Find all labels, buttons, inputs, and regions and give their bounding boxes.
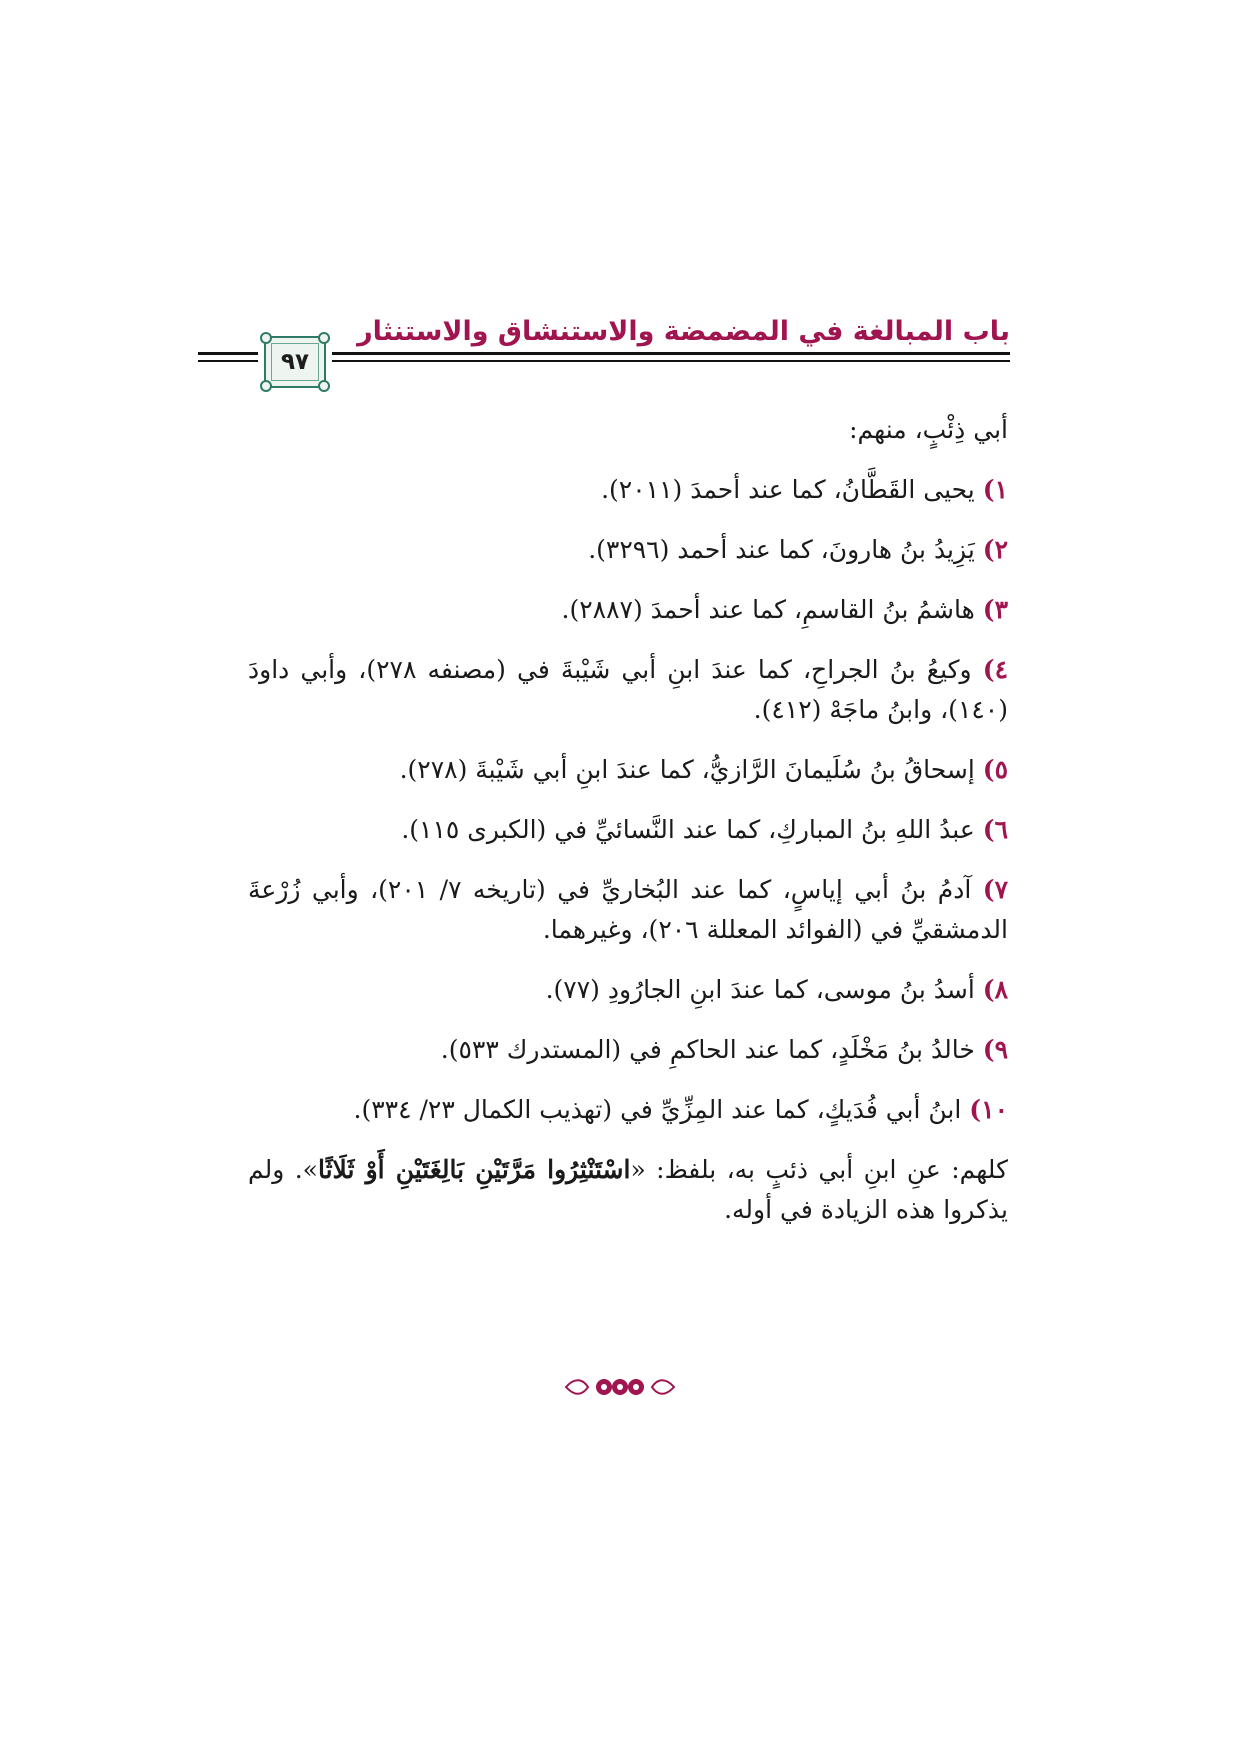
list-item	[248, 650, 1008, 730]
list-item	[248, 470, 1008, 510]
page-header	[198, 312, 1010, 392]
item-number: ٢)	[982, 535, 1008, 564]
intro-line: أبي ذِئْبٍ، منهم:	[849, 415, 1008, 444]
closing-before: كلهم: عنِ ابنِ أبي ذئبٍ به، بلفظ: «	[630, 1155, 1008, 1184]
item-number: ٥)	[982, 755, 1008, 784]
item-text: هاشمُ بنُ القاسمِ، كما عند أحمدَ (٢٨٨٧).	[561, 595, 983, 624]
header-rule-right-top	[332, 352, 1010, 355]
closing-after: ». ولم يذكروا هذه الزيادة في أوله.	[248, 1155, 1008, 1224]
item-number: ٣)	[982, 595, 1008, 624]
item-text: آدمُ بنُ أبي إياسٍ، كما عند البُخاريِّ في (تاريخه ٧/ ٢٠١)، وأبي زُرْعةَ الدمشقيِّ في (الفوائد المعللة ٢٠٦)، وغيرهما.	[248, 875, 1008, 944]
item-number: ٧)	[982, 875, 1009, 904]
list-item	[248, 1030, 1008, 1070]
item-text: يَزِيدُ بنُ هارونَ، كما عند أحمد (٣٢٩٦).	[588, 535, 983, 564]
item-text: إسحاقُ بنُ سُلَيمانَ الرَّازيُّ، كما عندَ ابنِ أبي شَيْبةَ (٢٧٨).	[399, 755, 983, 784]
item-text: وكيعُ بنُ الجراحِ، كما عندَ ابنِ أبي شَيْبةَ في (مصنفه ٢٧٨)، وأبي داودَ (١٤٠)، وابنُ ماجَهْ (٤١٢).	[248, 655, 1008, 724]
badge-corner-ornament	[318, 332, 330, 344]
page-number: ٩٧	[271, 343, 319, 381]
item-number: ٤)	[982, 655, 1008, 684]
list-item	[248, 870, 1008, 950]
list-item	[248, 590, 1008, 630]
item-text: ابنُ أبي فُدَيكٍ، كما عند المِزِّيِّ في (تهذيب الكمال ٢٣/ ٣٣٤).	[353, 1095, 970, 1124]
item-text: أسدُ بنُ موسى، كما عندَ ابنِ الجارُودِ (٧٧).	[545, 975, 983, 1004]
header-rule-left-bottom	[198, 360, 258, 362]
list-item	[248, 970, 1008, 1010]
main-text	[248, 410, 1008, 1250]
header-rule-left-top	[198, 352, 258, 355]
item-text: عبدُ اللهِ بنُ المباركِ، كما عند النَّسائيِّ في (الكبرى ١١٥).	[401, 815, 983, 844]
item-text: يحيى القَطَّانُ، كما عند أحمدَ (٢٠١١).	[601, 475, 983, 504]
item-number: ٩)	[982, 1035, 1008, 1064]
badge-corner-ornament	[260, 380, 272, 392]
item-number: ٨)	[982, 975, 1008, 1004]
item-number: ١)	[982, 475, 1008, 504]
item-number: ١٠)	[969, 1095, 1008, 1124]
hadith-quote: اسْتَنْثِرُوا مَرَّتَيْنِ بَالِغَتَيْنِ أَوْ ثَلَاثًا	[317, 1155, 631, 1184]
item-number: ٦)	[982, 815, 1008, 844]
page-number-badge	[264, 336, 326, 388]
floral-divider-icon	[560, 1372, 680, 1402]
item-text: خالدُ بنُ مَخْلَدٍ، كما عند الحاكمِ في (المستدرك ٥٣٣).	[440, 1035, 983, 1064]
badge-corner-ornament	[260, 332, 272, 344]
chapter-title: باب المبالغة في المضمضة والاستنشاق والاستنثار	[357, 316, 1010, 347]
closing-paragraph	[248, 1150, 1008, 1230]
badge-corner-ornament	[318, 380, 330, 392]
list-item	[248, 530, 1008, 570]
list-item	[248, 750, 1008, 790]
list-item	[248, 810, 1008, 850]
header-rule-right-bottom	[332, 360, 1010, 362]
list-item	[248, 1090, 1008, 1130]
